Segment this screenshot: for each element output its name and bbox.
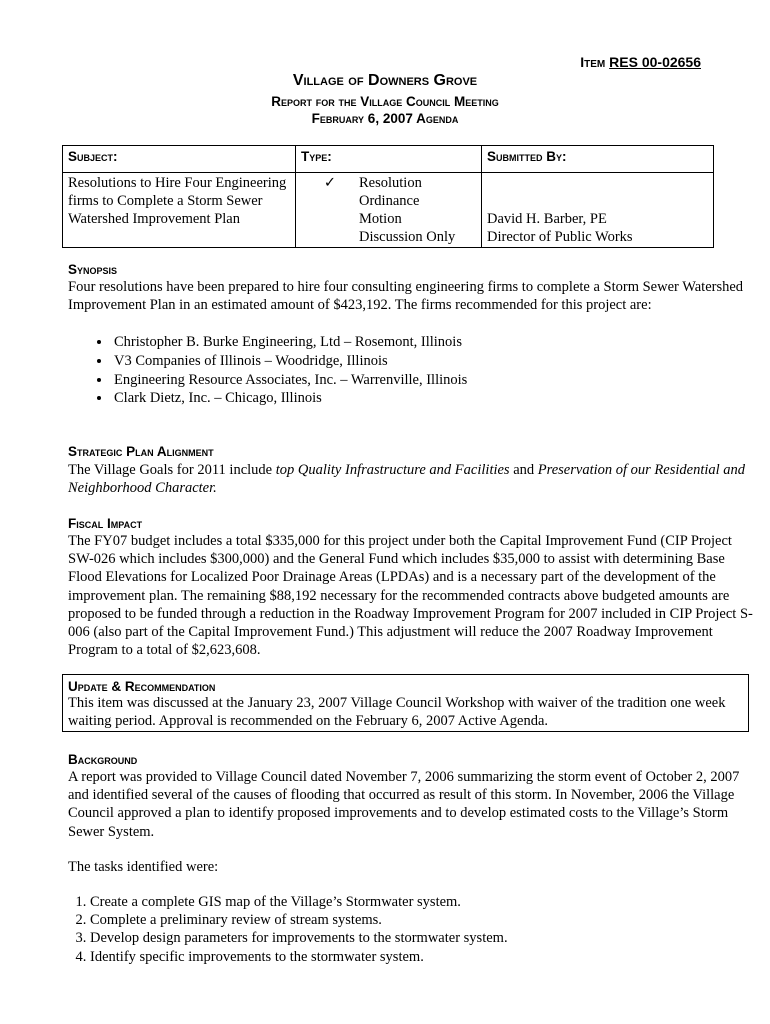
list-item: 3. Develop design parameters for improvements to the stormwater system. [90,929,508,947]
type-option [301,192,476,210]
list-item: 4. Identify specific improvements to the stormwater system. [90,948,508,966]
synopsis-text: Four resolutions have been prepared to hire four consulting engineering firms to complete a Storm Sewer Watershed Improvement Plan in an estimated amount of $423,192. The firms recommended for this project are: [68,279,744,314]
firm-list [68,333,467,408]
type-option-mark [301,210,359,228]
type-option-label: Resolution [359,175,422,191]
item-number: RES 00-02656 [609,54,701,70]
type-option [301,228,476,246]
strategic-goal: Preservation of our Residential and Neighborhood Character. [68,462,746,497]
list-item: 1. Create a complete GIS map of the Village’s Stormwater system. [90,893,508,911]
type-option-mark [301,192,359,210]
update-heading: Update & Recommendation [68,679,216,694]
strategic-text-part: The Village Goals for 2011 include [68,462,276,478]
list-item: • Clark Dietz, Inc. – Chicago, Illinois [112,389,467,408]
tasks-intro: The tasks identified were: [68,859,219,875]
synopsis-heading: Synopsis [68,262,118,277]
meta-table [62,145,714,248]
type-label: Type: [296,146,482,173]
type-option-label: Ordinance [359,193,420,209]
type-option-label: Motion [359,211,402,227]
subject-value: Resolutions to Hire Four Engineering firms to Complete a Storm Sewer Watershed Improvement Plan [63,173,296,248]
agenda-date: February 6, 2007 Agenda [311,111,459,126]
fiscal-heading: Fiscal Impact [68,516,143,531]
type-option-label: Discussion Only [359,229,456,245]
fiscal-text: The FY07 budget includes a total $335,000 for this project under both the Capital Improvement Fund (CIP Project SW-026 which includes $300,000) and the General Fund which includes $35,000 to assist with determining Base Flood Elevations for Localized Poor Drainage Areas (LPDAs) and is a necessary part of the development of the improvement plan. The remaining $88,192 necessary for the recommended contracts above budgeted amounts are proposed to be funded through a reduction in the Roadway Improvement Program for 2007 included in CIP Project S-006 (also part of the Capital Improvement Fund.) This adjustment will reduce the 2007 Roadway Improvement Program to a total of $2,623,608. [68,533,753,659]
list-item: • Engineering Resource Associates, Inc. – Warrenville, Illinois [112,371,467,390]
check-icon: ✓ [323,175,337,191]
list-item: • Christopher B. Burke Engineering, Ltd – Rosemont, Illinois [112,333,467,352]
task-list [68,893,508,966]
item-reference [580,54,701,70]
submitted-label: Submitted By: [482,146,714,173]
strategic-text-part: and [509,462,538,478]
list-item: 2. Complete a preliminary review of stream systems. [90,911,508,929]
background-text: A report was provided to Village Council dated November 7, 2006 summarizing the storm event of October 2, 2007 and identified several of the causes of flooding that occurred as result of this storm. In November, 2006 the Village Council approved a plan to identify proposed improvements and to develop estimated costs to the Village’s Storm Sewer System. [68,769,740,840]
submitted-by [482,173,714,248]
strategic-goal: top Quality Infrastructure and Facilities [275,462,510,478]
update-text: This item was discussed at the January 23, 2007 Village Council Workshop with waiver of the tradition one week waiting period. Approval is recommended on the February 6, 2007 Active Agenda. [68,695,726,730]
update-box [62,674,749,732]
subject-label: Subject: [63,146,296,173]
report-title: Village of Downers Grove [292,72,478,89]
background-heading: Background [68,752,138,767]
strategic-text [68,461,760,497]
type-options [296,173,482,248]
type-option-mark [301,228,359,246]
type-option [301,210,476,228]
submitted-name: David H. Barber, PE [487,211,607,227]
item-prefix: Item [580,54,606,70]
strategic-heading: Strategic Plan Alignment [68,444,214,459]
submitted-title: Director of Public Works [487,229,633,245]
type-option [301,174,476,192]
list-item: • V3 Companies of Illinois – Woodridge, Illinois [112,352,467,371]
report-subtitle: Report for the Village Council Meeting [271,94,499,109]
